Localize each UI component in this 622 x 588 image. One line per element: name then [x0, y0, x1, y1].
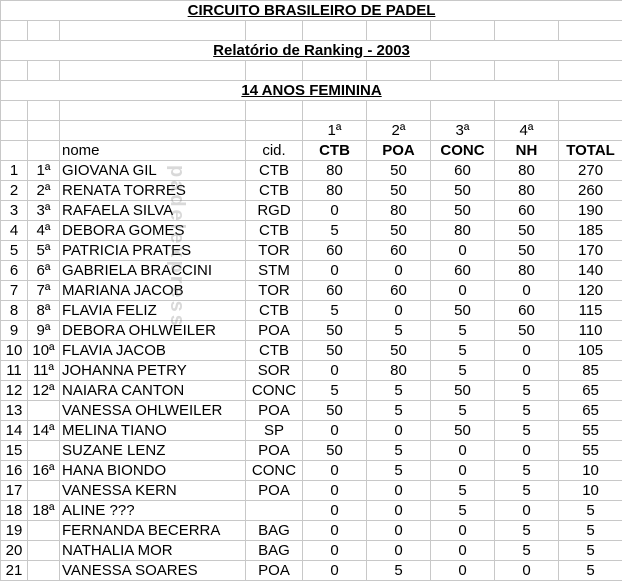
- player-name: VANESSA SOARES: [60, 561, 246, 581]
- city: RGD: [246, 201, 303, 221]
- score-ctb: 60: [303, 281, 367, 301]
- score-ctb: 0: [303, 461, 367, 481]
- table-row: [1, 301, 622, 321]
- subtitle-cell: [1, 41, 622, 61]
- city: SOR: [246, 361, 303, 381]
- score-ctb: 5: [303, 221, 367, 241]
- total: 190: [559, 201, 622, 221]
- score-poa: 0: [367, 301, 431, 321]
- row-number: 1: [1, 161, 28, 181]
- score-poa: 5: [367, 381, 431, 401]
- score-conc: 5: [431, 481, 495, 501]
- score-ctb: 50: [303, 401, 367, 421]
- city: BAG: [246, 541, 303, 561]
- blank-row: [1, 61, 622, 81]
- player-name: DEBORA OHLWEILER: [60, 321, 246, 341]
- city: CTB: [246, 221, 303, 241]
- total: 5: [559, 521, 622, 541]
- score-conc: 80: [431, 221, 495, 241]
- score-nh: 5: [495, 481, 559, 501]
- title-row: [1, 1, 622, 21]
- city: CTB: [246, 301, 303, 321]
- score-nh: 0: [495, 341, 559, 361]
- table-row: [1, 341, 622, 361]
- player-name: MARIANA JACOB: [60, 281, 246, 301]
- table-row: [1, 361, 622, 381]
- total: 65: [559, 381, 622, 401]
- stage-number-1: 1ª: [303, 121, 367, 141]
- city: POA: [246, 321, 303, 341]
- city: CTB: [246, 181, 303, 201]
- score-conc: 0: [431, 441, 495, 461]
- total: 55: [559, 441, 622, 461]
- player-name: FLAVIA FELIZ: [60, 301, 246, 321]
- row-number: 13: [1, 401, 28, 421]
- score-nh: 0: [495, 561, 559, 581]
- table-row: [1, 481, 622, 501]
- score-conc: 0: [431, 561, 495, 581]
- table-row: [1, 521, 622, 541]
- row-number: 5: [1, 241, 28, 261]
- player-name: RAFAELA SILVA: [60, 201, 246, 221]
- position: 11ª: [28, 361, 60, 381]
- city: CTB: [246, 161, 303, 181]
- city: [246, 501, 303, 521]
- total: 115: [559, 301, 622, 321]
- score-poa: 50: [367, 181, 431, 201]
- total: 120: [559, 281, 622, 301]
- player-name: RENATA TORRES: [60, 181, 246, 201]
- score-poa: 0: [367, 521, 431, 541]
- table-row: [1, 201, 622, 221]
- report-subtitle: Relatório de Ranking - 2003: [213, 42, 410, 59]
- score-ctb: 0: [303, 361, 367, 381]
- score-ctb: 5: [303, 381, 367, 401]
- position: 5ª: [28, 241, 60, 261]
- city: CONC: [246, 461, 303, 481]
- row-number: 17: [1, 481, 28, 501]
- score-nh: 80: [495, 161, 559, 181]
- city: BAG: [246, 521, 303, 541]
- header-nome: nome: [60, 141, 246, 161]
- score-conc: 5: [431, 321, 495, 341]
- position: [28, 441, 60, 461]
- row-number: 10: [1, 341, 28, 361]
- score-conc: 50: [431, 301, 495, 321]
- score-poa: 60: [367, 281, 431, 301]
- row-number: 15: [1, 441, 28, 461]
- row-number: 11: [1, 361, 28, 381]
- table-row: [1, 221, 622, 241]
- score-ctb: 0: [303, 501, 367, 521]
- total: 10: [559, 461, 622, 481]
- score-ctb: 50: [303, 341, 367, 361]
- score-conc: 5: [431, 361, 495, 381]
- score-nh: 80: [495, 181, 559, 201]
- score-nh: 5: [495, 381, 559, 401]
- blank-row: [1, 21, 622, 41]
- row-number: 3: [1, 201, 28, 221]
- total: 5: [559, 561, 622, 581]
- total: 10: [559, 481, 622, 501]
- score-nh: 50: [495, 221, 559, 241]
- total: 270: [559, 161, 622, 181]
- score-conc: 5: [431, 501, 495, 521]
- total: 85: [559, 361, 622, 381]
- table-row: [1, 381, 622, 401]
- score-poa: 50: [367, 161, 431, 181]
- table-row: [1, 461, 622, 481]
- city: TOR: [246, 241, 303, 261]
- position: 4ª: [28, 221, 60, 241]
- score-ctb: 5: [303, 301, 367, 321]
- score-ctb: 60: [303, 241, 367, 261]
- row-number: 18: [1, 501, 28, 521]
- header-stage-nh: NH: [495, 141, 559, 161]
- position: 18ª: [28, 501, 60, 521]
- score-ctb: 0: [303, 201, 367, 221]
- player-name: NAIARA CANTON: [60, 381, 246, 401]
- player-name: GIOVANA GIL: [60, 161, 246, 181]
- city: POA: [246, 401, 303, 421]
- table-row: [1, 281, 622, 301]
- title-cell: [1, 1, 622, 21]
- score-conc: 50: [431, 181, 495, 201]
- position: 2ª: [28, 181, 60, 201]
- table-row: [1, 541, 622, 561]
- score-conc: 0: [431, 521, 495, 541]
- score-conc: 50: [431, 381, 495, 401]
- row-number: 20: [1, 541, 28, 561]
- score-poa: 0: [367, 421, 431, 441]
- row-number: 8: [1, 301, 28, 321]
- total: 5: [559, 541, 622, 561]
- city: POA: [246, 561, 303, 581]
- row-number: 9: [1, 321, 28, 341]
- table-row: [1, 441, 622, 461]
- score-poa: 50: [367, 221, 431, 241]
- score-ctb: 80: [303, 161, 367, 181]
- table-row: [1, 261, 622, 281]
- position: 14ª: [28, 421, 60, 441]
- score-nh: 0: [495, 501, 559, 521]
- score-ctb: 0: [303, 481, 367, 501]
- score-ctb: 50: [303, 441, 367, 461]
- city: CONC: [246, 381, 303, 401]
- score-conc: 60: [431, 161, 495, 181]
- score-nh: 5: [495, 461, 559, 481]
- player-name: ALINE ???: [60, 501, 246, 521]
- score-poa: 60: [367, 241, 431, 261]
- player-name: DEBORA GOMES: [60, 221, 246, 241]
- row-number: 2: [1, 181, 28, 201]
- city: STM: [246, 261, 303, 281]
- header-stage-conc: CONC: [431, 141, 495, 161]
- total: 55: [559, 421, 622, 441]
- position: 10ª: [28, 341, 60, 361]
- score-poa: 80: [367, 361, 431, 381]
- table-row: [1, 161, 622, 181]
- row-number: 21: [1, 561, 28, 581]
- row-number: 7: [1, 281, 28, 301]
- watermark: padelexpress: [166, 165, 188, 329]
- score-ctb: 0: [303, 561, 367, 581]
- header-cid: cid.: [246, 141, 303, 161]
- player-name: GABRIELA BRACCINI: [60, 261, 246, 281]
- score-nh: 50: [495, 241, 559, 261]
- stage-number-4: 4ª: [495, 121, 559, 141]
- total: 110: [559, 321, 622, 341]
- total: 185: [559, 221, 622, 241]
- position: [28, 481, 60, 501]
- score-conc: 5: [431, 401, 495, 421]
- row-number: 12: [1, 381, 28, 401]
- table-row: [1, 181, 622, 201]
- city: POA: [246, 481, 303, 501]
- row-number: 19: [1, 521, 28, 541]
- total: 260: [559, 181, 622, 201]
- score-nh: 5: [495, 541, 559, 561]
- position: 16ª: [28, 461, 60, 481]
- total: 170: [559, 241, 622, 261]
- header-stage-poa: POA: [367, 141, 431, 161]
- table-row: [1, 421, 622, 441]
- city: POA: [246, 441, 303, 461]
- city: SP: [246, 421, 303, 441]
- total: 105: [559, 341, 622, 361]
- position: 6ª: [28, 261, 60, 281]
- score-poa: 0: [367, 481, 431, 501]
- score-poa: 0: [367, 261, 431, 281]
- score-nh: 80: [495, 261, 559, 281]
- player-name: FERNANDA BECERRA: [60, 521, 246, 541]
- score-poa: 5: [367, 321, 431, 341]
- score-ctb: 80: [303, 181, 367, 201]
- subtitle-row: [1, 41, 622, 61]
- score-nh: 0: [495, 281, 559, 301]
- score-conc: 50: [431, 201, 495, 221]
- score-poa: 0: [367, 541, 431, 561]
- score-poa: 5: [367, 441, 431, 461]
- blank-row: [1, 101, 622, 121]
- total: 140: [559, 261, 622, 281]
- report-title: CIRCUITO BRASILEIRO DE PADEL: [187, 2, 436, 19]
- row-number: 16: [1, 461, 28, 481]
- score-nh: 0: [495, 361, 559, 381]
- position: [28, 541, 60, 561]
- category-row: [1, 81, 622, 101]
- score-poa: 0: [367, 501, 431, 521]
- score-poa: 5: [367, 401, 431, 421]
- city: TOR: [246, 281, 303, 301]
- player-name: PATRICIA PRATES: [60, 241, 246, 261]
- stage-number-2: 2ª: [367, 121, 431, 141]
- table-row: [1, 501, 622, 521]
- position: [28, 401, 60, 421]
- player-name: JOHANNA PETRY: [60, 361, 246, 381]
- score-nh: 5: [495, 421, 559, 441]
- score-poa: 80: [367, 201, 431, 221]
- score-conc: 0: [431, 241, 495, 261]
- score-nh: 5: [495, 521, 559, 541]
- total: 65: [559, 401, 622, 421]
- player-name: FLAVIA JACOB: [60, 341, 246, 361]
- table-row: [1, 241, 622, 261]
- position: 7ª: [28, 281, 60, 301]
- position: 1ª: [28, 161, 60, 181]
- score-nh: 60: [495, 301, 559, 321]
- city: CTB: [246, 341, 303, 361]
- score-ctb: 0: [303, 541, 367, 561]
- row-number: 14: [1, 421, 28, 441]
- score-nh: 0: [495, 441, 559, 461]
- row-number: 4: [1, 221, 28, 241]
- score-ctb: 0: [303, 521, 367, 541]
- player-name: NATHALIA MOR: [60, 541, 246, 561]
- player-name: SUZANE LENZ: [60, 441, 246, 461]
- score-ctb: 0: [303, 261, 367, 281]
- table-row: [1, 401, 622, 421]
- player-name: VANESSA OHLWEILER: [60, 401, 246, 421]
- score-conc: 5: [431, 341, 495, 361]
- score-ctb: 0: [303, 421, 367, 441]
- score-poa: 5: [367, 461, 431, 481]
- score-conc: 0: [431, 461, 495, 481]
- player-name: MELINA TIANO: [60, 421, 246, 441]
- score-nh: 60: [495, 201, 559, 221]
- score-poa: 5: [367, 561, 431, 581]
- stage-number-row: [1, 121, 622, 141]
- category-cell: [1, 81, 622, 101]
- score-ctb: 50: [303, 321, 367, 341]
- total: 5: [559, 501, 622, 521]
- table-row: [1, 561, 622, 581]
- player-name: HANA BIONDO: [60, 461, 246, 481]
- score-conc: 50: [431, 421, 495, 441]
- score-conc: 60: [431, 261, 495, 281]
- row-number: 6: [1, 261, 28, 281]
- position: [28, 561, 60, 581]
- score-nh: 5: [495, 401, 559, 421]
- score-poa: 50: [367, 341, 431, 361]
- score-conc: 0: [431, 541, 495, 561]
- table-row: [1, 321, 622, 341]
- score-nh: 50: [495, 321, 559, 341]
- header-stage-ctb: CTB: [303, 141, 367, 161]
- position: 8ª: [28, 301, 60, 321]
- position: 9ª: [28, 321, 60, 341]
- score-conc: 0: [431, 281, 495, 301]
- position: 12ª: [28, 381, 60, 401]
- header-total: TOTAL: [559, 141, 622, 161]
- position: [28, 521, 60, 541]
- stage-number-3: 3ª: [431, 121, 495, 141]
- category-title: 14 ANOS FEMININA: [241, 82, 382, 99]
- position: 3ª: [28, 201, 60, 221]
- player-name: VANESSA KERN: [60, 481, 246, 501]
- header-row: [1, 141, 622, 161]
